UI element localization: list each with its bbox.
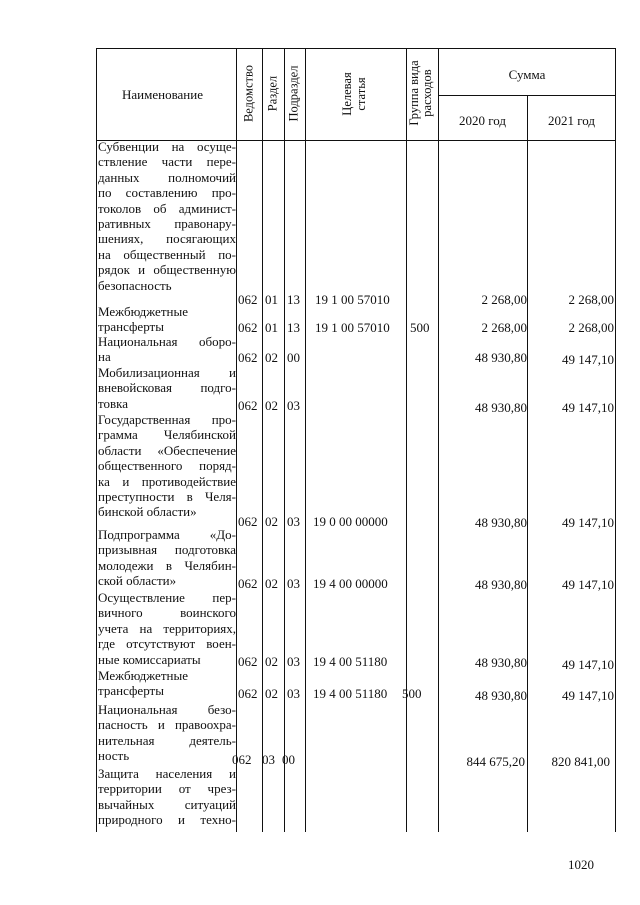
col-border-podrazdel [305,48,306,832]
row-6-name [98,527,236,589]
row-5-target: 19 0 00 00000 [313,514,388,529]
row-1-sum2020: 2 268,00 [481,292,527,307]
header-sum: Сумма [508,67,546,82]
col-border-target [406,48,407,832]
row-8-sum2021: 49 147,10 [562,688,614,703]
row-6-razdel: 02 [265,576,278,591]
row-2-podrazdel: 13 [287,320,300,335]
row-5-name-line: области «Обеспечение [98,442,236,458]
row-4-name-line: вневойсковая подго- [98,380,236,396]
row-5-name-line: Государственная про- [98,412,236,427]
row-9-name [98,702,236,764]
row-2-razdel: 01 [265,320,278,335]
row-6-target: 19 4 00 00000 [313,576,388,591]
row-7-name-line: где отсутствуют воен- [98,636,236,652]
row-4-name [98,365,236,411]
header-name: Наименование [122,87,203,102]
row-4-ved: 062 [238,398,258,413]
row-1-name-line: шениях, посягающих [98,231,236,247]
row-8-name-line: Межбюджетные [98,668,188,683]
header-podrazdel: Подраздел [286,65,301,122]
col-border-name [236,48,237,832]
row-3-podrazdel: 00 [287,350,300,365]
page-number: 1020 [568,857,594,872]
row-10-name-line: природного и техно- [98,812,236,828]
row-3-ved: 062 [238,350,258,365]
row-5-ved: 062 [238,514,258,529]
header-group [408,53,434,133]
row-9-podrazdel: 00 [282,752,295,767]
row-8-group: 500 [402,686,422,701]
row-7-name-line: вичного воинского [98,605,236,621]
header-target-line1: Целевая [340,72,354,116]
row-8-ved: 062 [238,686,258,701]
row-9-name-line: ность [98,748,130,764]
row-4-name-line: товка [98,395,129,411]
col-border-razdel [284,48,285,832]
row-10-name-line: Защита населения и [98,766,236,781]
row-5-sum2020: 48 930,80 [475,515,527,530]
row-4-razdel: 02 [265,398,278,413]
row-8-sum2020: 48 930,80 [475,688,527,703]
col-border-ved [262,48,263,832]
row-8-target: 19 4 00 51180 [313,686,388,701]
row-6-sum2021: 49 147,10 [562,577,614,592]
row-1-sum2021: 2 268,00 [568,292,614,307]
row-1-razdel: 01 [265,292,278,307]
col-border-left [96,48,97,832]
row-10-name-line: территории от чрез- [98,781,236,797]
row-4-podrazdel: 03 [287,398,300,413]
row-9-razdel: 03 [262,752,275,767]
header-group-line1: Группа вида [407,60,421,126]
col-border-2020 [527,95,528,832]
row-5-name-line: бинской области» [98,504,197,520]
row-2-sum2021: 2 268,00 [568,320,614,335]
row-4-name-line: Мобилизационная и [98,365,236,380]
row-9-name-line: Национальная безо- [98,702,236,717]
header-target-line2: статья [354,77,368,111]
row-9-name-line: нительная деятель- [98,732,236,748]
row-6-name-line: молодежи в Челябин- [98,557,236,573]
row-10-name-line: вычайных ситуаций [98,796,236,812]
row-2-sum2020: 2 268,00 [481,320,527,335]
row-3-razdel: 02 [265,350,278,365]
row-3-name [98,334,236,365]
row-5-razdel: 02 [265,514,278,529]
row-5-name-line: грамма Челябинской [98,427,236,443]
row-6-ved: 062 [238,576,258,591]
table-top-border [96,48,616,49]
header-razdel: Раздел [265,75,280,112]
row-5-name-line: преступности в Челя- [98,489,236,505]
row-3-sum2021: 49 147,10 [562,352,614,367]
row-8-podrazdel: 03 [287,686,300,701]
row-2-name-line: Межбюджетные [98,304,188,319]
row-2-name [98,304,236,335]
header-target [340,54,368,134]
row-1-name-line: токолов об админист- [98,200,236,216]
row-2-name-line: трансферты [98,319,164,335]
row-2-group: 500 [410,320,430,335]
row-7-name-line: ные комиссариаты [98,651,201,667]
row-7-target: 19 4 00 51180 [313,654,388,669]
header-year-2020: 2020 год [459,113,506,128]
row-6-sum2020: 48 930,80 [475,577,527,592]
row-4-sum2020: 48 930,80 [475,400,527,415]
row-7-razdel: 02 [265,654,278,669]
col-border-group [438,48,439,832]
row-6-podrazdel: 03 [287,576,300,591]
row-3-sum2020: 48 930,80 [475,350,527,365]
header-year-2021: 2021 год [548,113,595,128]
row-7-name [98,590,236,667]
row-1-name-line: ративных правонару- [98,216,236,232]
row-9-ved: 062 [232,752,252,767]
row-1-name-line: ствление части пере- [98,154,236,170]
row-4-sum2021: 49 147,10 [562,400,614,415]
row-1-name-line: рядок и общественную безопасность [98,262,236,293]
row-7-podrazdel: 03 [287,654,300,669]
row-9-sum2020: 844 675,20 [466,754,525,769]
row-3-name-line: Национальная оборо- [98,334,236,349]
row-1-name-line: Субвенции на осуще- [98,139,236,154]
row-1-name [98,139,236,293]
row-2-ved: 062 [238,320,258,335]
row-8-razdel: 02 [265,686,278,701]
row-6-name-line: ской области» [98,573,177,589]
row-5-podrazdel: 03 [287,514,300,529]
col-border-right [615,48,616,832]
row-9-name-line: пасность и правоохра- [98,717,236,733]
row-10-name [98,766,236,828]
row-5-name-line: общественного поряд- [98,458,236,474]
row-2-target: 19 1 00 57010 [315,320,390,335]
row-1-podrazdel: 13 [287,292,300,307]
row-7-ved: 062 [238,654,258,669]
row-7-name-line: Осуществление пер- [98,590,236,605]
row-1-name-line: данных полномочий [98,169,236,185]
row-3-name-line: на [98,349,111,365]
row-6-name-line: призывная подготовка [98,542,236,558]
row-1-ved: 062 [238,292,258,307]
row-7-sum2020: 48 930,80 [475,655,527,670]
row-7-name-line: учета на территориях, [98,620,236,636]
row-8-name [98,668,236,699]
row-9-sum2021: 820 841,00 [551,754,610,769]
row-1-target: 19 1 00 57010 [315,292,390,307]
row-8-name-line: трансферты [98,683,164,699]
header-vedomstvo: Ведомство [241,64,256,123]
row-7-sum2021: 49 147,10 [562,657,614,672]
row-6-name-line: Подпрограмма «До- [98,527,236,542]
row-5-name-line: ка и противодействие [98,473,236,489]
row-1-name-line: на общественный по- [98,246,236,262]
header-group-line2: расходов [420,69,434,117]
row-5-name [98,412,236,520]
row-1-name-line: по составлению про- [98,185,236,201]
row-5-sum2021: 49 147,10 [562,515,614,530]
